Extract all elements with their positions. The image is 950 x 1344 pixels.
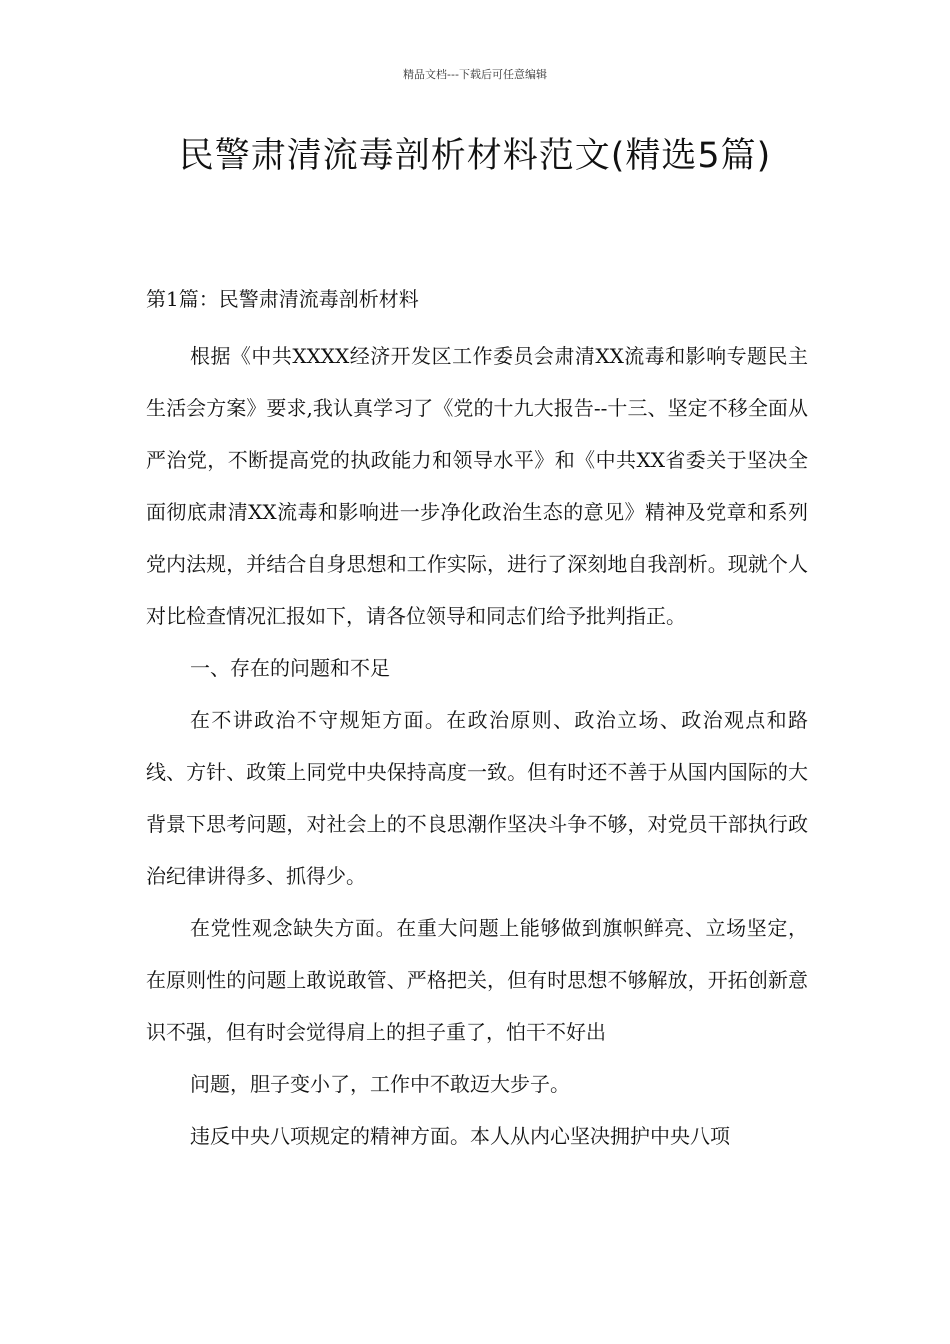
header-note: 精品文档---下载后可任意编辑 bbox=[403, 68, 547, 81]
paragraph-intro: 根据《中共XXXX经济开发区工作委员会肃清XX流毒和影响专题民主生活会方案》要求,我认真学习了《党的十九大报告--十三、坚定不移全面从严治党，不断提高党的执政能力和领导水平》和《中共XX省委关于坚决全面彻底肃清XX流毒和影响进一步净化政治生态的意见》精神及党章和系列党内法规，并结合自身思想和工作实际，进行了深刻地自我剖析。现就个人对比检查情况汇报如下，请各位领导和同志们给予批判指正。 bbox=[146, 344, 808, 628]
document-title: 民警肃清流毒剖析材料范文(精选5篇) bbox=[178, 136, 772, 176]
paragraph-politics: 在不讲政治不守规矩方面。在政治原则、政治立场、政治观点和路线、方针、政策上同党中央保持高度一致。但有时还不善于从国内国际的大背景下思考问题，对社会上的不良思潮作坚决斗争不够，对党员干部执行政治纪律讲得多、抓得少。 bbox=[146, 708, 808, 888]
paragraph-subheading: 一、存在的问题和不足 bbox=[190, 656, 390, 680]
body-text bbox=[146, 330, 808, 1162]
section-heading: 第1篇：民警肃清流毒剖析材料 bbox=[146, 287, 419, 311]
paragraph-party-spirit: 在党性观念缺失方面。在重大问题上能够做到旗帜鲜亮、立场坚定，在原则性的问题上敢说敢管、严格把关，但有时思想不够解放，开拓创新意识不强，但有时会觉得肩上的担子重了，怕干不好出 bbox=[146, 916, 808, 1044]
paragraph-eight-rules: 违反中央八项规定的精神方面。本人从内心坚决拥护中央八项 bbox=[190, 1124, 730, 1148]
paragraph-continuation: 问题，胆子变小了，工作中不敢迈大步子。 bbox=[190, 1072, 570, 1096]
